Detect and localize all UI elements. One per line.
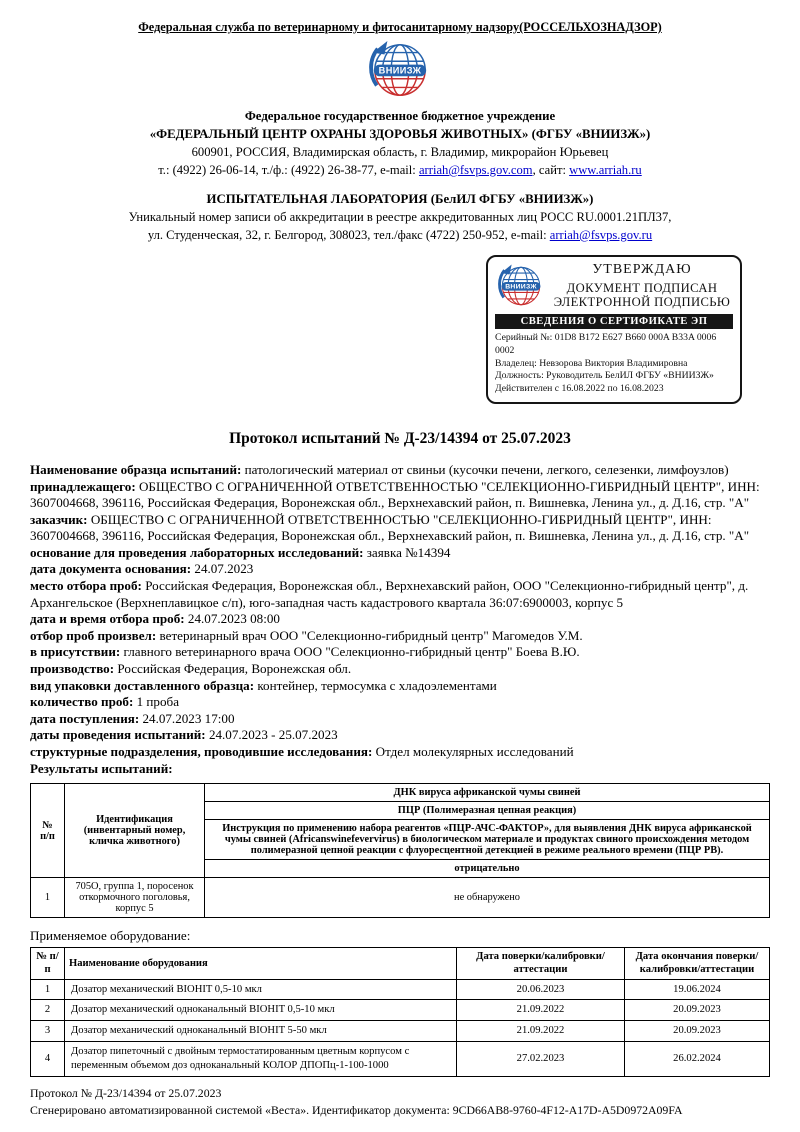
stamp-signed-line2: ЭЛЕКТРОННОЙ ПОДПИСЬЮ: [553, 295, 731, 310]
org-type: Федеральное государственное бюджетное учреждение: [244, 109, 556, 123]
lab-email-link[interactable]: arriah@fsvps.gov.ru: [549, 228, 653, 242]
field-customer: заказчик: ОБЩЕСТВО С ОГРАНИЧЕННОЙ ОТВЕТСТВЕННОСТЬЮ "СЕЛЕКЦИОННО-ГИБРИДНЫЙ ЦЕНТР", ИНН: 3607004668, 396116, Российская Федерация, Воронежская обл., Верхнехавский район, п. Вишневка, Ленина ул., д. Д.16, стр. "А": [30, 511, 750, 544]
agency-header: Федеральная служба по ветеринарному и фитосанитарному надзору(РОССЕЛЬХОЗНАДЗОР): [138, 20, 662, 34]
stamp-serial: Серийный №: 01D8 B172 E627 B660 000A B33A 0006 0002: [495, 331, 717, 356]
field-sampled-by: отбор проб произвел: ветеринарный врач ООО "Селекционно-гибридный центр" Магомедов У.М.: [30, 627, 583, 643]
results-method-doc: Инструкция по применению набора реагентов «ПЦР-АЧС-ФАКТОР», для выявления ДНК вируса африканской чумы свиней (Africanswinefevervirus) в биологическом материале и продуктах свиного происхождения методом полимеразной цепной реакции с флуоресцентной детекцией в режиме реального времени (ПЦР РВ).: [205, 820, 770, 860]
equipment-col-date-end: Дата окончания поверки/калибровки/аттестации: [625, 948, 770, 979]
results-table: [30, 783, 770, 918]
stamp-top-row: [495, 262, 733, 310]
stamp-cert-bar: СВЕДЕНИЯ О СЕРТИФИКАТЕ ЭП: [495, 314, 733, 329]
results-col-id-header: Идентификация (инвентарный номер, кличка животного): [65, 784, 205, 878]
results-col-num-header: № п/п: [31, 784, 65, 878]
equipment-caption: Применяемое оборудование:: [30, 928, 191, 944]
results-test-name: ДНК вируса африканской чумы свиней: [205, 784, 770, 802]
field-sampling-place: место отбора проб: Российская Федерация, Воронежская обл., Верхнехавский район, ООО "Селекционно-гибридный центр", д. Архангельское (Верхнеплавицкое с/п), юго-западная часть кадастрового квартала 36:07:6900003, корпус 5: [30, 578, 749, 610]
results-method: ПЦР (Полимеразная цепная реакция): [205, 802, 770, 820]
org-site-prefix: , сайт:: [532, 163, 570, 177]
signature-stamp: [486, 255, 742, 404]
stamp-approve: УТВЕРЖДАЮ: [592, 262, 692, 277]
field-production: производство: Российская Федерация, Воронежская обл.: [30, 661, 352, 677]
vniizh-logo: [30, 39, 770, 106]
field-witness: в присутствии: главного ветеринарного врача ООО "Селекционно-гибридный центр" Боева В.Ю.: [30, 644, 580, 660]
equipment-row: 4 Дозатор пипеточный с двойным термостатированным цветным корпусом с переменным объемом доз одноканальный КОЛОР ДПОПц-1-100-1000 27.02.2023 26.02.2024: [31, 1041, 770, 1076]
lab-address-prefix: ул. Студенческая, 32, г. Белгород, 308023, тел./факс (4722) 250-952, e-mail:: [147, 228, 550, 242]
result-row-value: не обнаружено: [205, 878, 770, 918]
protocol-fields: [30, 462, 770, 777]
field-basis-date: дата документа основания: 24.07.2023: [30, 561, 254, 577]
lab-address: [30, 228, 770, 243]
org-email-link[interactable]: arriah@fsvps.gov.com: [418, 163, 533, 177]
result-row: [31, 878, 770, 918]
org-contacts-prefix: т.: (4922) 26-06-14, т./ф.: (4922) 26-38-77, e-mail:: [158, 163, 419, 177]
globe-logo-icon: [364, 39, 436, 101]
stamp-top-text: [551, 262, 733, 310]
equipment-header-row: [31, 948, 770, 979]
field-received-date: дата поступления: 24.07.2023 17:00: [30, 710, 235, 726]
equipment-row: 3 Дозатор механический одноканальный BIOHIT 5-50 мкл 21.09.2022 20.09.2023: [31, 1021, 770, 1042]
field-test-dates: даты проведения испытаний: 24.07.2023 - 25.07.2023: [30, 727, 338, 743]
org-site-link[interactable]: www.arriah.ru: [569, 163, 642, 177]
equipment-table: [30, 947, 770, 1076]
field-owner: принадлежащего: ОБЩЕСТВО С ОГРАНИЧЕННОЙ ОТВЕТСТВЕННОСТЬЮ "СЕЛЕКЦИОННО-ГИБРИДНЫЙ ЦЕНТР", ИНН: 3607004668, 396116, Российская Федерация, Воронежская обл., Верхнехавский район, п. Вишневка, Ленина ул., д. Д.16, стр. "А": [30, 478, 760, 511]
footer-generated: Сгенерировано автоматизированной системой «Веста». Идентификатор документа: 9CD66AB8-9760-4F12-A17D-A5D0972A09FA: [30, 1103, 683, 1118]
results-header-row-1: [31, 784, 770, 802]
field-packaging: вид упаковки доставленного образца: контейнер, термосумка с хладоэлементами: [30, 677, 497, 693]
equipment-col-name: Наименование оборудования: [65, 948, 457, 979]
equipment-row: 2 Дозатор механический одноканальный BIOHIT 0,5-10 мкл 21.09.2022 20.09.2023: [31, 1000, 770, 1021]
stamp-position: Должность: Руководитель БелИЛ ФГБУ «ВНИИЗЖ»: [495, 370, 714, 382]
result-row-id: 705О, группа 1, поросенок откормочного поголовья, корпус 5: [65, 878, 205, 918]
field-sample-name: Наименование образца испытаний: патологический материал от свиньи (кусочки печени, легкого, селезенки, лимфоузлов): [30, 461, 729, 477]
equipment-col-date-start: Дата поверки/калибровки/аттестации: [457, 948, 625, 979]
stamp-owner: Владелец: Невзорова Виктория Владимировна: [495, 357, 688, 369]
results-norm: отрицательно: [205, 860, 770, 878]
field-departments: структурные подразделения, проводившие исследования: Отдел молекулярных исследований: [30, 744, 574, 760]
org-address: 600901, РОССИЯ, Владимирская область, г. Владимир, микрорайон Юрьевец: [191, 145, 609, 159]
footer-protocol: Протокол № Д-23/14394 от 25.07.2023: [30, 1085, 222, 1100]
field-sampling-datetime: дата и время отбора проб: 24.07.2023 08:00: [30, 611, 280, 627]
result-row-num: 1: [31, 878, 65, 918]
results-heading: Результаты испытаний:: [30, 760, 173, 776]
org-contacts: [30, 163, 770, 178]
stamp-globe-icon: [495, 263, 547, 309]
field-basis: основание для проведения лабораторных исследований: заявка №14394: [30, 544, 451, 560]
protocol-title: Протокол испытаний № Д-23/14394 от 25.07.2023: [229, 429, 571, 447]
equipment-row: 1 Дозатор механический BIOHIT 0,5-10 мкл 20.06.2023 19.06.2024: [31, 979, 770, 1000]
lab-accreditation: Уникальный номер записи об аккредитации в реестре аккредитованных лиц РОСС RU.0001.21ПЛ37,: [128, 210, 672, 224]
stamp-validity: Действителен с 16.08.2022 по 16.08.2023: [495, 383, 664, 395]
stamp-signed-line1: ДОКУМЕНТ ПОДПИСАН: [566, 281, 718, 295]
field-sample-count: количество проб: 1 проба: [30, 694, 180, 710]
org-name: «ФЕДЕРАЛЬНЫЙ ЦЕНТР ОХРАНЫ ЗДОРОВЬЯ ЖИВОТНЫХ» (ФГБУ «ВНИИЗЖ»): [149, 127, 651, 141]
equipment-col-num: № п/п: [31, 948, 65, 979]
lab-name: ИСПЫТАТЕЛЬНАЯ ЛАБОРАТОРИЯ (БелИЛ ФГБУ «ВНИИЗЖ»): [206, 192, 594, 206]
